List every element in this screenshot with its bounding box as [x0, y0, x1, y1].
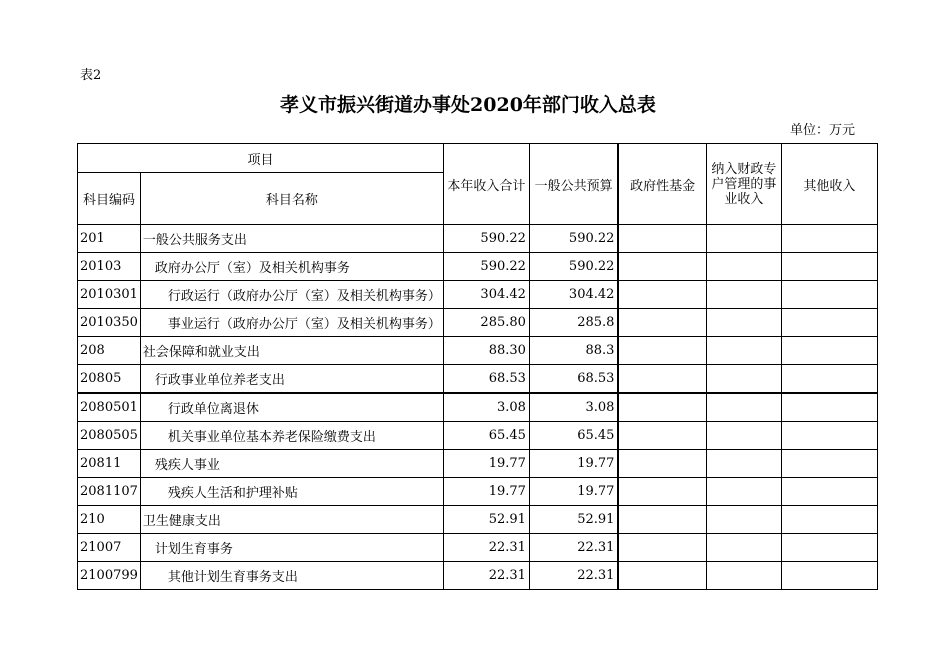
cell-general-budget: 22.31 [529, 562, 618, 590]
cell-other [781, 478, 877, 506]
cell-other [781, 337, 877, 365]
cell-gov-fund [618, 309, 706, 337]
cell-other [781, 309, 877, 337]
income-table [77, 143, 878, 590]
cell-other [781, 422, 877, 450]
header-total: 本年收入合计 [443, 144, 529, 225]
cell-name: 卫生健康支出 [140, 506, 443, 534]
cell-total: 3.08 [443, 393, 529, 422]
table-row [78, 365, 878, 394]
header-name: 科目名称 [140, 173, 443, 225]
cell-total: 590.22 [443, 225, 529, 253]
header-item: 项目 [78, 144, 444, 173]
table-row [78, 225, 878, 253]
cell-general-budget: 19.77 [529, 450, 618, 478]
cell-total: 304.42 [443, 281, 529, 309]
cell-other [781, 281, 877, 309]
cell-gov-fund [618, 478, 706, 506]
cell-special-account [706, 506, 781, 534]
cell-gov-fund [618, 422, 706, 450]
table-row [78, 393, 878, 422]
cell-total: 285.80 [443, 309, 529, 337]
cell-code: 201 [78, 225, 141, 253]
cell-gov-fund [618, 506, 706, 534]
cell-code: 20805 [78, 365, 141, 394]
cell-special-account [706, 562, 781, 590]
cell-gov-fund [618, 337, 706, 365]
cell-gov-fund [618, 534, 706, 562]
cell-code: 21007 [78, 534, 141, 562]
cell-total: 52.91 [443, 506, 529, 534]
cell-special-account [706, 337, 781, 365]
cell-total: 22.31 [443, 534, 529, 562]
cell-other [781, 225, 877, 253]
cell-total: 19.77 [443, 450, 529, 478]
cell-other [781, 506, 877, 534]
cell-total: 65.45 [443, 422, 529, 450]
cell-code: 210 [78, 506, 141, 534]
unit-label: 单位：万元 [789, 123, 855, 138]
page-title: 孝义市振兴街道办事处2020年部门收入总表 [280, 94, 656, 116]
cell-name: 计划生育事务 [140, 534, 443, 562]
cell-name: 政府办公厅（室）及相关机构事务 [140, 253, 443, 281]
cell-special-account [706, 534, 781, 562]
cell-special-account [706, 309, 781, 337]
header-other: 其他收入 [781, 144, 877, 225]
cell-name: 其他计划生育事务支出 [140, 562, 443, 590]
header-general-budget: 一般公共预算 [529, 144, 618, 225]
header-code: 科目编码 [78, 173, 141, 225]
cell-total: 68.53 [443, 365, 529, 394]
cell-code: 2080505 [78, 422, 141, 450]
cell-general-budget: 22.31 [529, 534, 618, 562]
cell-general-budget: 19.77 [529, 478, 618, 506]
cell-general-budget: 88.3 [529, 337, 618, 365]
cell-name: 残疾人事业 [140, 450, 443, 478]
cell-special-account [706, 281, 781, 309]
table-row [78, 562, 878, 590]
cell-code: 2081107 [78, 478, 141, 506]
cell-name: 事业运行（政府办公厅（室）及相关机构事务） [140, 309, 443, 337]
cell-special-account [706, 393, 781, 422]
cell-general-budget: 285.8 [529, 309, 618, 337]
cell-general-budget: 590.22 [529, 253, 618, 281]
header-special-account: 纳入财政专户管理的事业收入 [706, 144, 781, 225]
cell-special-account [706, 225, 781, 253]
cell-code: 2010350 [78, 309, 141, 337]
cell-other [781, 450, 877, 478]
cell-code: 2010301 [78, 281, 141, 309]
table-row [78, 478, 878, 506]
table-row [78, 281, 878, 309]
cell-special-account [706, 450, 781, 478]
cell-code: 2100799 [78, 562, 141, 590]
table-row [78, 309, 878, 337]
cell-name: 行政运行（政府办公厅（室）及相关机构事务） [140, 281, 443, 309]
cell-general-budget: 3.08 [529, 393, 618, 422]
cell-general-budget: 590.22 [529, 225, 618, 253]
cell-special-account [706, 365, 781, 394]
cell-total: 590.22 [443, 253, 529, 281]
cell-other [781, 253, 877, 281]
cell-general-budget: 65.45 [529, 422, 618, 450]
cell-general-budget: 68.53 [529, 365, 618, 394]
cell-other [781, 365, 877, 394]
table-row [78, 337, 878, 365]
cell-total: 19.77 [443, 478, 529, 506]
cell-special-account [706, 422, 781, 450]
cell-other [781, 562, 877, 590]
table-row [78, 422, 878, 450]
cell-gov-fund [618, 225, 706, 253]
cell-name: 残疾人生活和护理补贴 [140, 478, 443, 506]
cell-code: 20811 [78, 450, 141, 478]
cell-name: 行政事业单位养老支出 [140, 365, 443, 394]
cell-general-budget: 52.91 [529, 506, 618, 534]
cell-name: 行政单位离退休 [140, 393, 443, 422]
cell-gov-fund [618, 281, 706, 309]
cell-gov-fund [618, 562, 706, 590]
table-row [78, 534, 878, 562]
cell-code: 20103 [78, 253, 141, 281]
cell-name: 社会保障和就业支出 [140, 337, 443, 365]
cell-total: 88.30 [443, 337, 529, 365]
table-number: 表2 [80, 68, 102, 83]
cell-special-account [706, 478, 781, 506]
cell-gov-fund [618, 393, 706, 422]
cell-total: 22.31 [443, 562, 529, 590]
cell-other [781, 534, 877, 562]
cell-code: 208 [78, 337, 141, 365]
cell-other [781, 393, 877, 422]
cell-gov-fund [618, 450, 706, 478]
cell-gov-fund [618, 253, 706, 281]
cell-code: 2080501 [78, 393, 141, 422]
table-row [78, 506, 878, 534]
cell-name: 一般公共服务支出 [140, 225, 443, 253]
cell-general-budget: 304.42 [529, 281, 618, 309]
header-gov-fund: 政府性基金 [618, 144, 706, 225]
cell-gov-fund [618, 365, 706, 394]
table-row [78, 450, 878, 478]
table-row [78, 253, 878, 281]
cell-name: 机关事业单位基本养老保险缴费支出 [140, 422, 443, 450]
cell-special-account [706, 253, 781, 281]
